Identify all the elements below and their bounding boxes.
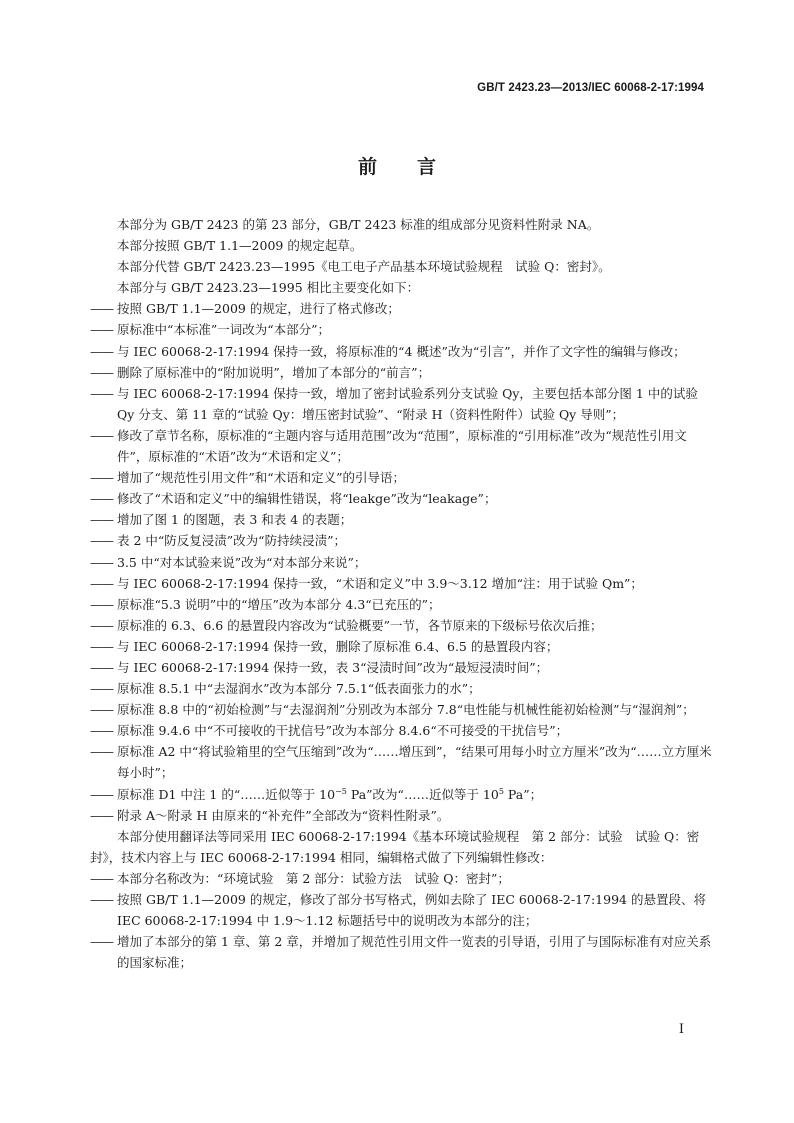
list-item-text: 与 IEC 60068-2-17:1994 保持一致，将原标准的“4 概述”改为“引言”，并作了文字性的编辑与修改； [117,343,686,359]
dash-mark: —— [90,385,113,401]
list-item [90,530,712,551]
dash-mark: —— [90,427,113,443]
list-item-text: 修改了章节名称，原标准的“主题内容与适用范围”改为“范围”，原标准的“引用标准”改为“规范性引用文件”，原标准的“术语”改为“术语和定义”； [117,427,687,465]
dash-mark: —— [90,702,113,718]
list-item [90,805,712,826]
list-item-text: 原标准中“本标准”一词改为“本部分”； [117,322,331,338]
list-item [90,488,712,509]
list-item [90,657,712,678]
dash-mark: —— [90,491,113,507]
list-item [90,678,712,699]
intro-paragraph: 本部分与 GB/T 2423.23—1995 相比主要变化如下： [117,280,420,296]
dash-mark: —— [90,512,113,528]
list-item-text: 增加了“规范性引用文件”和“术语和定义”的引导语； [117,470,406,486]
list-item-text: 原标准的 6.3、6.6 的悬置段内容改为“试验概要”一节，各节原来的下级标号依次后推； [117,617,603,633]
list-item-text: 附录 A～附录 H 由原来的“补充件”全部改为“资料性附录”。 [117,807,450,823]
list-item [90,509,712,530]
list-item-text: 表 2 中“防反复浸渍”改为“防持续浸渍”； [117,533,346,549]
dash-mark: —— [90,870,113,886]
dash-mark: —— [90,364,113,380]
document-body [90,214,712,973]
dash-mark: —— [90,617,113,633]
standard-number-header: GB/T 2423.23—2013/IEC 60068-2-17:1994 [477,82,704,94]
list-item [90,383,712,425]
translation-paragraph: 本部分使用翻译法等同采用 IEC 60068-2-17:1994《基本环境试验规程 第 2 部分：试验 试验 Q：密封》，技术内容上与 IEC 60068-2-17:1994 相同，编辑格式做了下列编辑性修改： [90,828,700,865]
dash-mark: —— [90,638,113,654]
changes-list [90,298,712,783]
dash-mark: —— [90,470,113,486]
list-item-text: 3.5 中“对本试验来说”改为“对本部分来说”； [117,554,367,570]
list-item [90,720,712,741]
list-item [90,552,712,573]
dash-mark: —— [90,786,113,802]
list-item [90,699,712,720]
edits-list [90,868,712,973]
dash-mark: —— [90,807,113,823]
dash-mark: —— [90,659,113,675]
dash-mark: —— [90,744,113,760]
list-item [90,319,712,340]
list-item [90,889,712,931]
list-item [90,931,712,973]
list-item-text: 原标准 D1 中注 1 的“……近似等于 $10^{-5}$ Pa”改为“……近似等于 $10^5$ Pa”； [117,786,543,802]
dash-mark: —— [90,681,113,697]
list-item [90,636,712,657]
list-item [90,615,712,636]
list-item-text: 删除了原标准中的“附加说明”，增加了本部分的“前言”； [117,364,431,380]
dash-mark: —— [90,322,113,338]
list-item-text: 原标准 8.5.1 中“去湿润水”改为本部分 7.5.1“低表面张力的水”； [117,681,481,697]
list-item-text: 与 IEC 60068-2-17:1994 保持一致，增加了密封试验系列分支试验 Qy，主要包括本部分图 1 中的试验 Qy 分支、第 11 章的“试验 Qy：增压密封试验”、“附录 H（资料性附件）试验 Qy 导则”； [117,385,698,422]
dash-mark: —— [90,575,113,591]
list-item [90,594,712,615]
list-item [90,868,712,889]
intro-paragraph: 本部分代替 GB/T 2423.23—1995《电工电子产品基本环境试验规程 试验 Q：密封》。 [117,259,611,275]
list-item-text: 按照 GB/T 1.1—2009 的规定，修改了部分书写格式，例如去除了 IEC 60068-2-17:1994 的悬置段、将 IEC 60068-2-17:1994 中 1.9～1.12 标题括号中的说明改为本部分的注； [117,892,706,929]
dash-mark: —— [90,723,113,739]
page-number: I [678,1022,684,1037]
list-item-text: 原标准 A2 中“将试验箱里的空气压缩到”改为“……增压到”，“结果可用每小时立方厘米”改为“……立方厘米每小时”； [117,744,712,781]
dash-mark: —— [90,301,113,317]
list-item [90,298,712,319]
list-item-text: 按照 GB/T 1.1—2009 的规定，进行了格式修改； [117,301,400,317]
list-item [90,467,712,488]
list-item-text: 增加了本部分的第 1 章、第 2 章，并增加了规范性引用文件一览表的引导语，引用了与国际标准有对应关系的国家标准； [117,934,712,971]
intro-paragraph: 本部分按照 GB/T 1.1—2009 的规定起草。 [117,238,363,254]
list-item-text: 原标准“5.3 说明”中的“增压”改为本部分 4.3“已充压的”； [117,596,441,612]
dash-mark: —— [90,596,113,612]
list-item-text: 与 IEC 60068-2-17:1994 保持一致，表 3“浸渍时间”改为“最短浸渍时间”； [117,659,549,675]
list-item-text: 原标准 9.4.6 中“不可接收的干扰信号”改为本部分 8.4.6“不可接受的干扰信号”； [117,723,569,739]
page-title: 前言 [357,156,476,178]
list-item [90,784,712,805]
dash-mark: —— [90,934,113,950]
list-item [90,341,712,362]
list-item [90,573,712,594]
list-item-text: 与 IEC 60068-2-17:1994 保持一致，“术语和定义”中 3.9～3.12 增加“注：用于试验 Qm”； [117,575,643,591]
dash-mark: —— [90,554,113,570]
list-item [90,741,712,783]
list-item [90,425,712,467]
list-item [90,362,712,383]
list-item-text: 原标准 8.8 中的“初始检测”与“去湿润剂”分别改为本部分 7.8“电性能与机械性能初始检测”与“湿润剂”； [117,702,695,718]
dash-mark: —— [90,533,113,549]
list-item-text: 本部分名称改为：“环境试验 第 2 部分：试验方法 试验 Q：密封”； [117,870,510,886]
list-item-text: 修改了“术语和定义”中的编辑性错误，将“leakge”改为“leakage”； [117,491,497,507]
list-item-text: 与 IEC 60068-2-17:1994 保持一致，删除了原标准 6.4、6.5 的悬置段内容； [117,638,559,654]
dash-mark: —— [90,343,113,359]
dash-mark: —— [90,892,113,907]
intro-paragraph: 本部分为 GB/T 2423 的第 23 部分，GB/T 2423 标准的组成部分见资料性附录 NA。 [117,217,600,232]
list-item-text: 增加了图 1 的图题，表 3 和表 4 的表题； [117,512,353,528]
